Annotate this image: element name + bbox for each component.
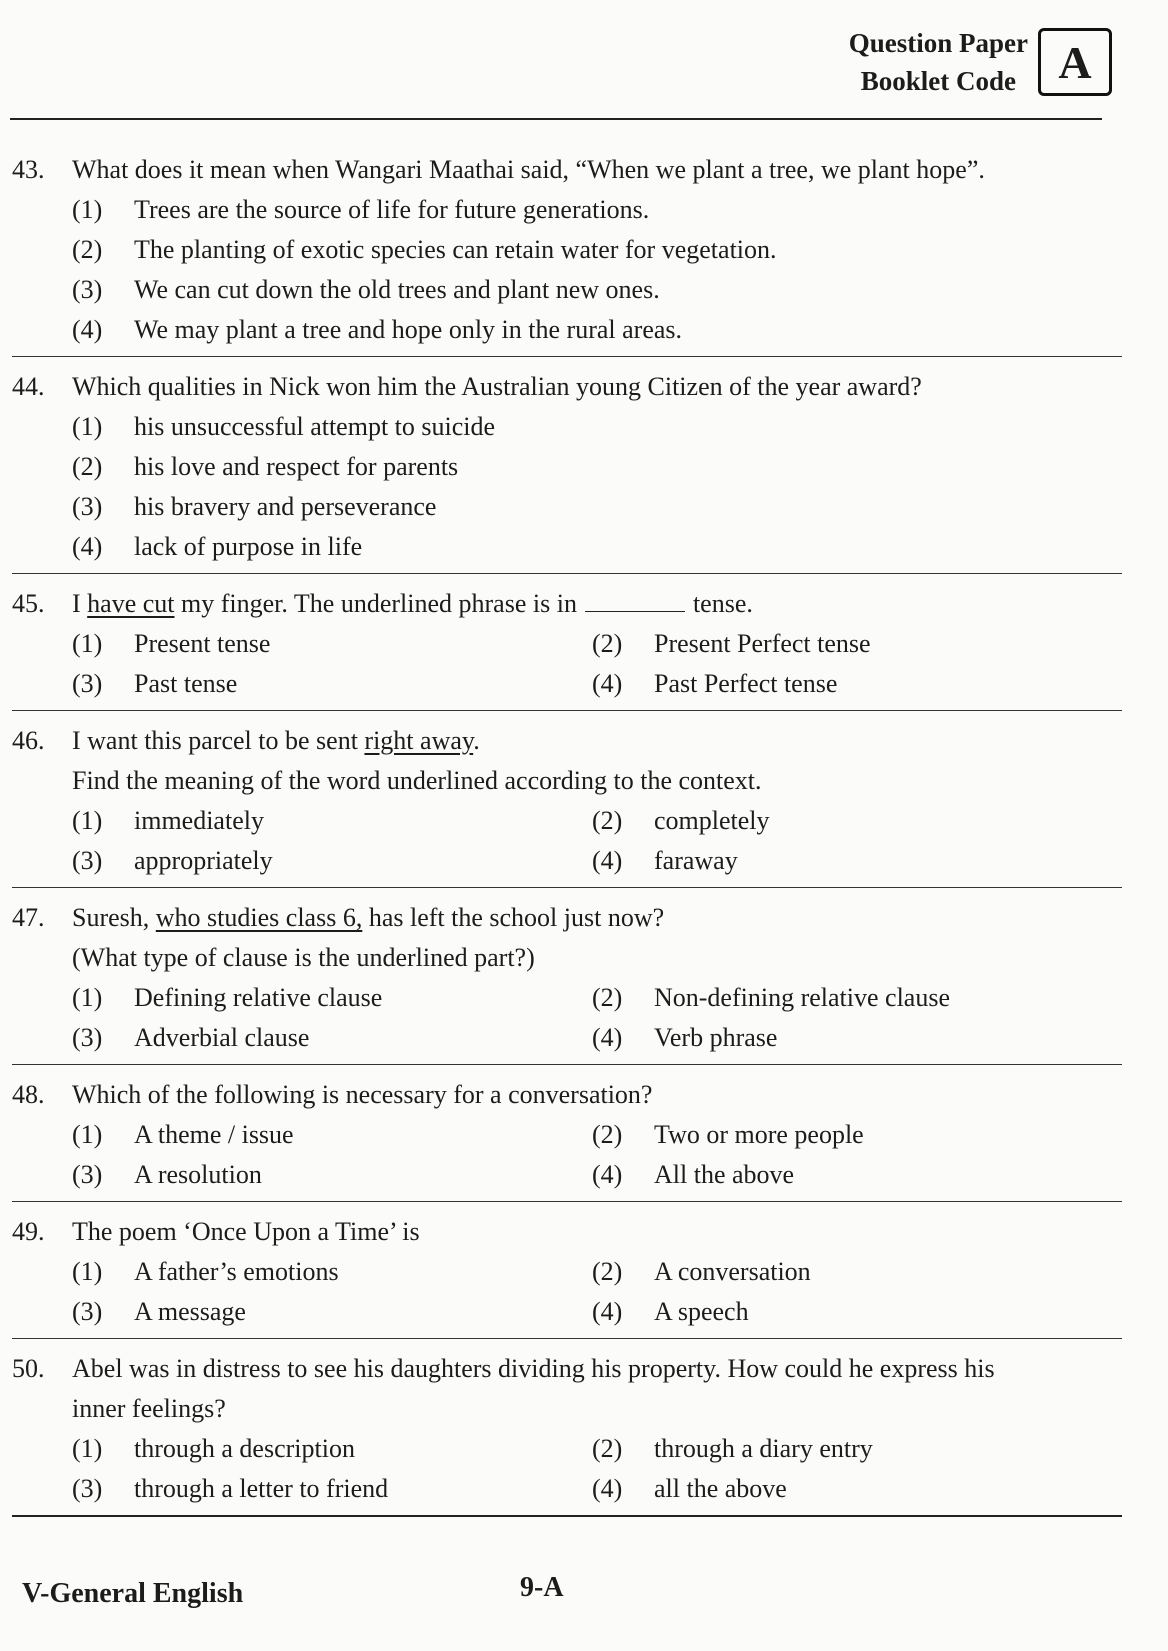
- option-1: (1) through a description: [72, 1434, 355, 1463]
- underlined-phrase: who studies class 6,: [155, 903, 363, 932]
- header-divider: [10, 118, 1102, 120]
- option-4: (4) All the above: [592, 1160, 795, 1189]
- option-3: (3) appropriately: [72, 846, 273, 875]
- option-3: (3) We can cut down the old trees and plant new ones.: [72, 275, 660, 304]
- option-3: (3) A resolution: [72, 1160, 262, 1189]
- option-3: (3) Past tense: [72, 669, 238, 698]
- option-3: (3) Adverbial clause: [72, 1023, 310, 1052]
- option-1: (1) immediately: [72, 806, 264, 835]
- option-1: (1) Defining relative clause: [72, 983, 383, 1012]
- subject-footer: V-General English: [22, 1578, 244, 1609]
- option-1: (1) his unsuccessful attempt to suicide: [72, 412, 496, 441]
- question-list: [12, 150, 1122, 1527]
- question-number: 47.: [12, 903, 45, 932]
- question-number: 50.: [12, 1354, 45, 1383]
- option-4: (4) faraway: [592, 846, 738, 875]
- question-text: Which qualities in Nick won him the Australian young Citizen of the year award?: [72, 372, 922, 401]
- question-47: [12, 898, 1122, 1065]
- option-3: (3) his bravery and perseverance: [72, 492, 437, 521]
- option-4: (4) Past Perfect tense: [592, 669, 838, 698]
- question-text-continued: inner feelings?: [72, 1394, 226, 1423]
- option-2: (2) through a diary entry: [592, 1434, 873, 1463]
- page-number: 9-A: [520, 1572, 564, 1603]
- option-2: (2) A conversation: [592, 1257, 811, 1286]
- underlined-phrase: right away: [364, 726, 474, 755]
- question-number: 46.: [12, 726, 45, 755]
- question-text: What does it mean when Wangari Maathai said, “When we plant a tree, we plant hope”.: [72, 155, 985, 184]
- option-2: (2) Present Perfect tense: [592, 629, 871, 658]
- option-2: (2) his love and respect for parents: [72, 452, 459, 481]
- question-instruction: (What type of clause is the underlined part?): [72, 943, 535, 972]
- question-number: 49.: [12, 1217, 45, 1246]
- question-text: I have cut my finger. The underlined phrase is in tense.: [72, 589, 753, 618]
- question-43: [12, 150, 1122, 357]
- option-2: (2) Non-defining relative clause: [592, 983, 950, 1012]
- answer-blank: [585, 589, 685, 612]
- question-number: 44.: [12, 372, 45, 401]
- question-number: 43.: [12, 155, 45, 184]
- question-44: [12, 367, 1122, 574]
- header-label: [849, 24, 1028, 100]
- option-4: (4) all the above: [592, 1474, 787, 1503]
- option-4: (4) Verb phrase: [592, 1023, 778, 1052]
- option-4: (4) A speech: [592, 1297, 749, 1326]
- question-46: [12, 721, 1122, 888]
- booklet-code-header: [849, 24, 1112, 100]
- question-50: [12, 1349, 1122, 1517]
- option-1: (1) Present tense: [72, 629, 271, 658]
- option-1: (1) A theme / issue: [72, 1120, 294, 1149]
- question-text: The poem ‘Once Upon a Time’ is: [72, 1217, 420, 1246]
- question-text: Abel was in distress to see his daughters dividing his property. How could he express his: [72, 1354, 995, 1383]
- question-text: Suresh, who studies class 6, has left the school just now?: [72, 903, 665, 932]
- option-1: (1) Trees are the source of life for future generations.: [72, 195, 650, 224]
- option-3: (3) through a letter to friend: [72, 1474, 389, 1503]
- option-4: (4) We may plant a tree and hope only in the rural areas.: [72, 315, 683, 344]
- option-2: (2) completely: [592, 806, 770, 835]
- underlined-phrase: have cut: [87, 589, 175, 618]
- question-49: [12, 1212, 1122, 1339]
- option-3: (3) A message: [72, 1297, 246, 1326]
- question-number: 45.: [12, 589, 45, 618]
- option-1: (1) A father’s emotions: [72, 1257, 339, 1286]
- header-line1: Question Paper: [848, 28, 1028, 58]
- question-text: Which of the following is necessary for a conversation?: [72, 1080, 653, 1109]
- booklet-code-box: A: [1038, 28, 1112, 96]
- question-text: I want this parcel to be sent right away.: [72, 726, 480, 755]
- question-number: 48.: [12, 1080, 45, 1109]
- question-48: [12, 1075, 1122, 1202]
- option-2: (2) The planting of exotic species can retain water for vegetation.: [72, 235, 777, 264]
- option-4: (4) lack of purpose in life: [72, 532, 363, 561]
- question-45: [12, 584, 1122, 711]
- question-instruction: Find the meaning of the word underlined according to the context.: [72, 766, 762, 795]
- header-line2: Booklet Code: [860, 66, 1016, 96]
- option-2: (2) Two or more people: [592, 1120, 864, 1149]
